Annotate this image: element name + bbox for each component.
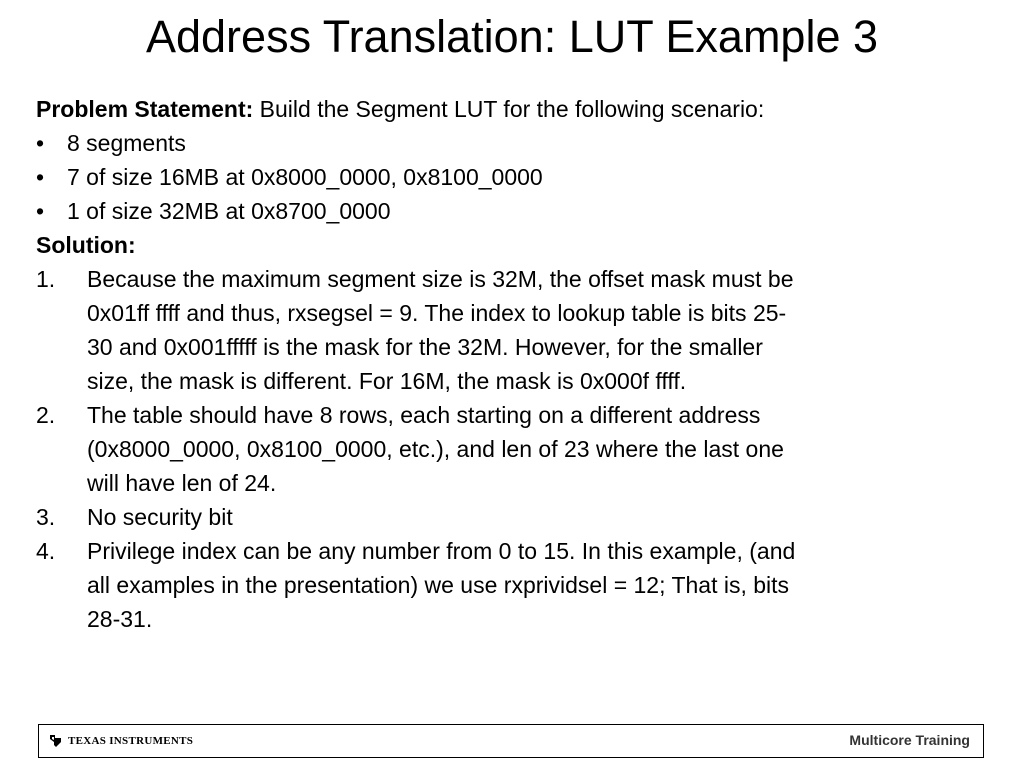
- slide-title: Address Translation: LUT Example 3: [145, 11, 879, 62]
- step-line: The table should have 8 rows, each starting on a different address: [87, 402, 761, 428]
- solution-step: [36, 500, 896, 534]
- step-number: 3.: [36, 504, 56, 530]
- step-line: No security bit: [87, 504, 233, 530]
- ti-logo-text: TEXAS INSTRUMENTS: [68, 735, 194, 747]
- bullet-text: 1 of size 32MB at 0x8700_0000: [67, 198, 391, 224]
- solution-step: [36, 262, 896, 398]
- slide-content: [36, 92, 896, 636]
- step-line: 28-31.: [87, 606, 153, 632]
- step-line: 0x01ff ffff and thus, rxsegsel = 9. The index to lookup table is bits 25-: [87, 300, 787, 326]
- solution-label: Solution:: [36, 232, 136, 258]
- bullet-item: [36, 160, 896, 194]
- step-line: Privilege index can be any number from 0 to 15. In this example, (and: [87, 538, 796, 564]
- step-line: size, the mask is different. For 16M, the mask is 0x000f ffff.: [87, 368, 687, 394]
- step-line: 30 and 0x001fffff is the mask for the 32M. However, for the smaller: [87, 334, 763, 360]
- step-number: 4.: [36, 538, 56, 564]
- step-number: 1.: [36, 266, 56, 292]
- step-line: Because the maximum segment size is 32M, the offset mask must be: [87, 266, 794, 292]
- solution-step: [36, 534, 896, 636]
- step-line: (0x8000_0000, 0x8100_0000, etc.), and len of 23 where the last one: [87, 436, 784, 462]
- step-line: will have len of 24.: [87, 470, 277, 496]
- bullet-text: 7 of size 16MB at 0x8000_0000, 0x8100_0000: [67, 164, 543, 190]
- slide-footer: [38, 724, 984, 758]
- bullet-list: [36, 126, 896, 228]
- solution-steps: [36, 262, 896, 636]
- bullet-dot-icon: •: [36, 130, 45, 156]
- bullet-dot-icon: •: [36, 198, 45, 224]
- bullet-text: 8 segments: [67, 130, 186, 156]
- bullet-item: [36, 126, 896, 160]
- problem-statement-text: Build the Segment LUT for the following scenario:: [253, 96, 765, 122]
- step-line: all examples in the presentation) we use rxprividsel = 12; That is, bits: [87, 572, 790, 598]
- footer-brand-text: Multicore Training: [849, 732, 970, 748]
- problem-statement: [36, 92, 896, 126]
- bullet-item: [36, 194, 896, 228]
- solution-step: [36, 398, 896, 500]
- ti-logo: [49, 734, 193, 748]
- problem-statement-label: Problem Statement:: [36, 96, 254, 122]
- step-number: 2.: [36, 402, 56, 428]
- bullet-dot-icon: •: [36, 164, 45, 190]
- texas-instruments-logo-icon: [49, 734, 62, 748]
